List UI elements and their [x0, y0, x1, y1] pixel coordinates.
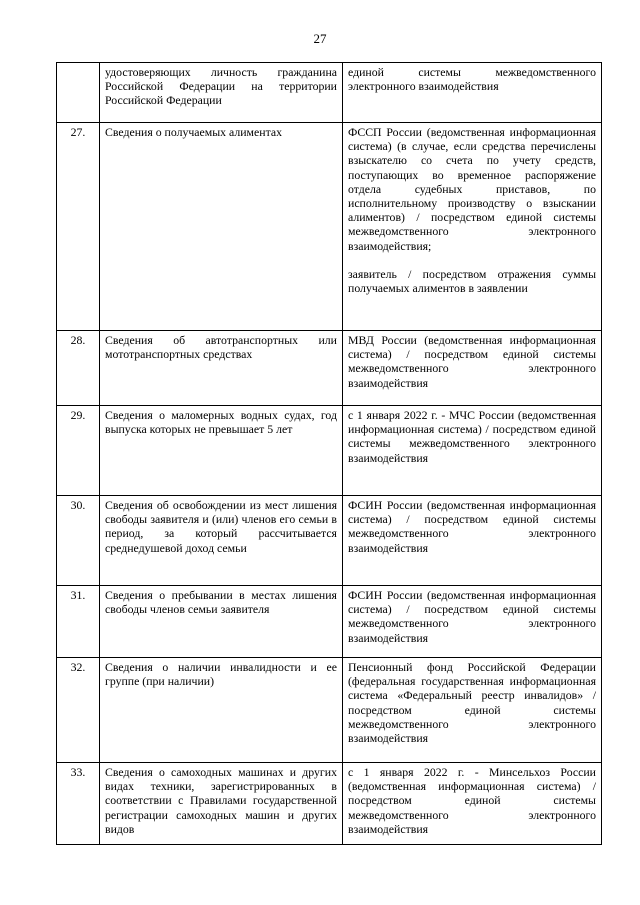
info-cell: Сведения о самоходных машинах и других видах техники, зарегистрированных в соответствии с Правилами государственной регистрации самоходных машин и других видов [100, 763, 343, 845]
info-cell: Сведения об освобождении из мест лишения свободы заявителя и (или) членов его семьи в период, за который рассчитывается среднедушевой доход семьи [100, 496, 343, 586]
row-number [57, 63, 100, 123]
source-text: ФСИН России (ведомственная информационная система) / посредством единой системы межведомственного электронного взаимодействия [348, 498, 596, 555]
source-text: Пенсионный фонд Российской Федерации (федеральная государственная информационная система «Федеральный реестр инвалидов» / посредством единой системы межведомственного электронного взаимодействия [348, 660, 596, 746]
row-number: 33. [57, 763, 100, 845]
source-cell [343, 586, 602, 658]
source-cell [343, 63, 602, 123]
source-cell [343, 123, 602, 331]
source-text: ФССП России (ведомственная информационная система) (в случае, если средства перечислены взыскателю со счета по учету средств, поступающих во временное распоряжение отдела судебных приставов, по исполнительному производству о взыскании алиментов) / посредством единой системы межведомственного электронного взаимодействия; [348, 125, 596, 253]
source-text: с 1 января 2022 г. - Минсельхоз России (ведомственная информационная система) / посредством единой системы межведомственного электронного взаимодействия [348, 765, 596, 836]
table-row [57, 331, 602, 406]
source-text: ФСИН России (ведомственная информационная система) / посредством единой системы межведомственного электронного взаимодействия [348, 588, 596, 645]
table-row [57, 63, 602, 123]
row-number: 32. [57, 658, 100, 763]
info-cell: Сведения о маломерных водных судах, год выпуска которых не превышает 5 лет [100, 406, 343, 496]
source-text: единой системы межведомственного электронного взаимодействия [348, 65, 596, 94]
table-row [57, 658, 602, 763]
table-row [57, 586, 602, 658]
source-cell [343, 658, 602, 763]
row-number: 28. [57, 331, 100, 406]
source-text: с 1 января 2022 г. - МЧС России (ведомственная информационная система) / посредством единой системы межведомственного электронного взаимодействия [348, 408, 596, 465]
page-number: 27 [313, 31, 327, 46]
row-number: 31. [57, 586, 100, 658]
row-number: 27. [57, 123, 100, 331]
source-cell [343, 496, 602, 586]
table-row [57, 406, 602, 496]
info-cell: Сведения о получаемых алиментах [100, 123, 343, 331]
source-cell [343, 331, 602, 406]
table-row [57, 496, 602, 586]
table-row [57, 763, 602, 845]
info-cell: удостоверяющих личность гражданина Российской Федерации на территории Российской Федерации [100, 63, 343, 123]
table-row [57, 123, 602, 331]
source-cell [343, 763, 602, 845]
source-text: заявитель / посредством отражения суммы получаемых алиментов в заявлении [348, 266, 596, 296]
info-cell: Сведения о пребывании в местах лишения свободы членов семьи заявителя [100, 586, 343, 658]
services-table [56, 62, 602, 845]
row-number: 30. [57, 496, 100, 586]
info-cell: Сведения об автотранспортных или мототранспортных средствах [100, 331, 343, 406]
info-cell: Сведения о наличии инвалидности и ее группе (при наличии) [100, 658, 343, 763]
row-number: 29. [57, 406, 100, 496]
source-cell [343, 406, 602, 496]
source-text: МВД России (ведомственная информационная система) / посредством единой системы межведомственного электронного взаимодействия [348, 333, 596, 390]
